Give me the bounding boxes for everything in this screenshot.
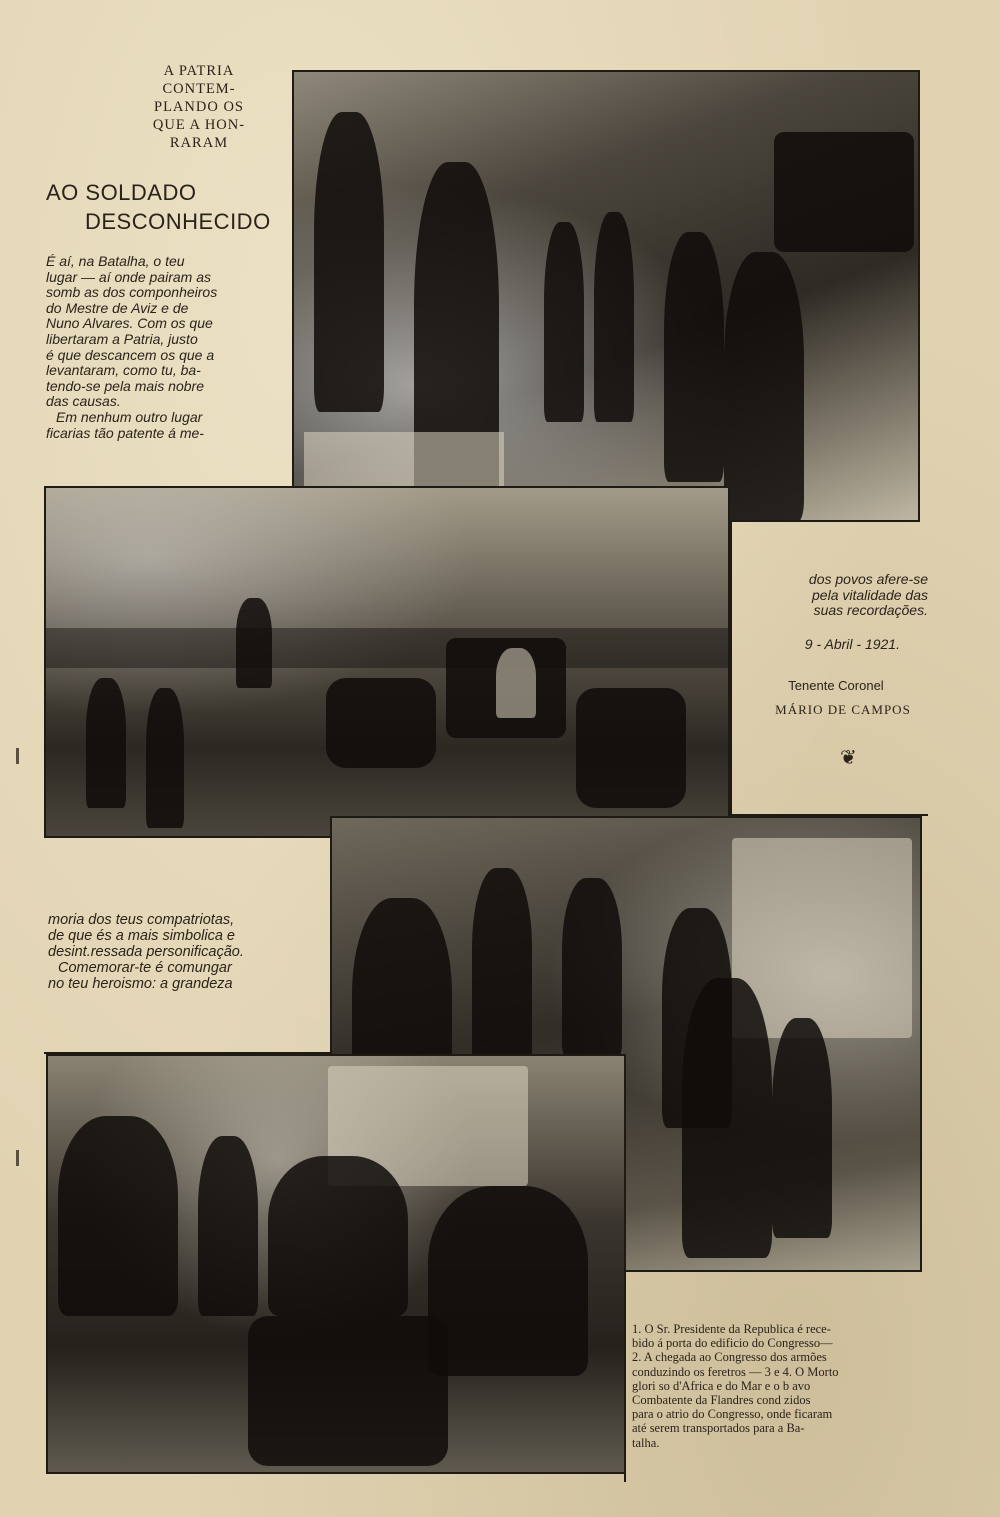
author-rank: Tenente Coronel [788,678,884,693]
side-heading-line: PLANDO OS [154,99,244,115]
middle-line: moria dos teus compatriotas, [48,912,235,928]
caption-line: até serem transportados para a Ba- [632,1421,805,1436]
body-line: libertaram a Patria, justo [46,330,198,347]
article-title-line2: DESCONHECIDO [85,209,271,234]
body-line: Em nenhum outro lugar [56,408,203,425]
side-heading [140,62,258,152]
body-line: levantaram, como tu, ba- [46,362,201,379]
body-line: lugar — aí onde pairam as [46,268,211,285]
photo-president-received [292,70,920,522]
right-line: suas recordações. [813,602,928,618]
caption-line: conduzindo os feretros — 3 e 4. O Morto [632,1364,839,1379]
body-line: É aí, na Batalha, o teu [46,253,185,269]
middle-line: desint.ressada personificação. [48,944,244,960]
binding-mark [16,1150,19,1166]
body-line: das causas. [46,393,121,410]
binding-mark [16,748,19,764]
side-heading-line: RARAM [169,135,229,151]
caption-line: 2. A chegada ao Congresso dos armões [632,1350,827,1365]
right-line: dos povos afere-se [808,571,928,587]
body-line: é que descancem os que a [46,346,215,363]
middle-line: de que és a mais simbolica e [48,928,235,944]
article-continuation-middle [48,912,324,992]
article-date: 9 - Abril - 1921. [804,636,900,652]
side-heading-line: CONTEM- [162,81,236,97]
article-body [46,254,260,441]
middle-line: no teu heroismo: a grandeza [48,976,233,992]
photo-coffins-carried [46,1054,626,1474]
caption-line: bido á porta do edificio do Congresso— [632,1336,833,1351]
body-line: Nuno Alvares. Com os que [46,315,213,332]
caption-line: Combatente da Flandres cond zidos [632,1393,811,1408]
fleuron-ornament-icon: ❦ [840,747,857,769]
photo-arrival-of-carriages [44,486,730,838]
body-line: tendo-se pela mais nobre [46,377,204,394]
caption-line: talha. [632,1435,660,1450]
side-heading-line: QUE A HON- [152,117,246,133]
caption-line: glori so d'Africa e do Mar e o b avo [632,1378,811,1393]
caption-line: 1. O Sr. Presidente da Republica é rece- [632,1322,831,1336]
body-line: somb as dos componheiros [46,284,218,301]
side-heading-line: A PATRIA [163,63,235,79]
article-title-line1: AO SOLDADO [46,180,197,205]
article-continuation-right [740,572,928,619]
author-name: MÁRIO DE CAMPOS [775,702,911,717]
caption-line: para o atrio do Congresso, onde ficaram [632,1407,833,1422]
photo-caption [632,1322,924,1450]
right-text-box [730,522,928,816]
right-line: pela vitalidade das [812,586,928,603]
body-line: ficarias tão patente á me- [46,424,204,441]
body-line: do Mestre de Aviz e de [46,299,189,316]
middle-line: Comemorar-te é comungar [58,960,232,976]
